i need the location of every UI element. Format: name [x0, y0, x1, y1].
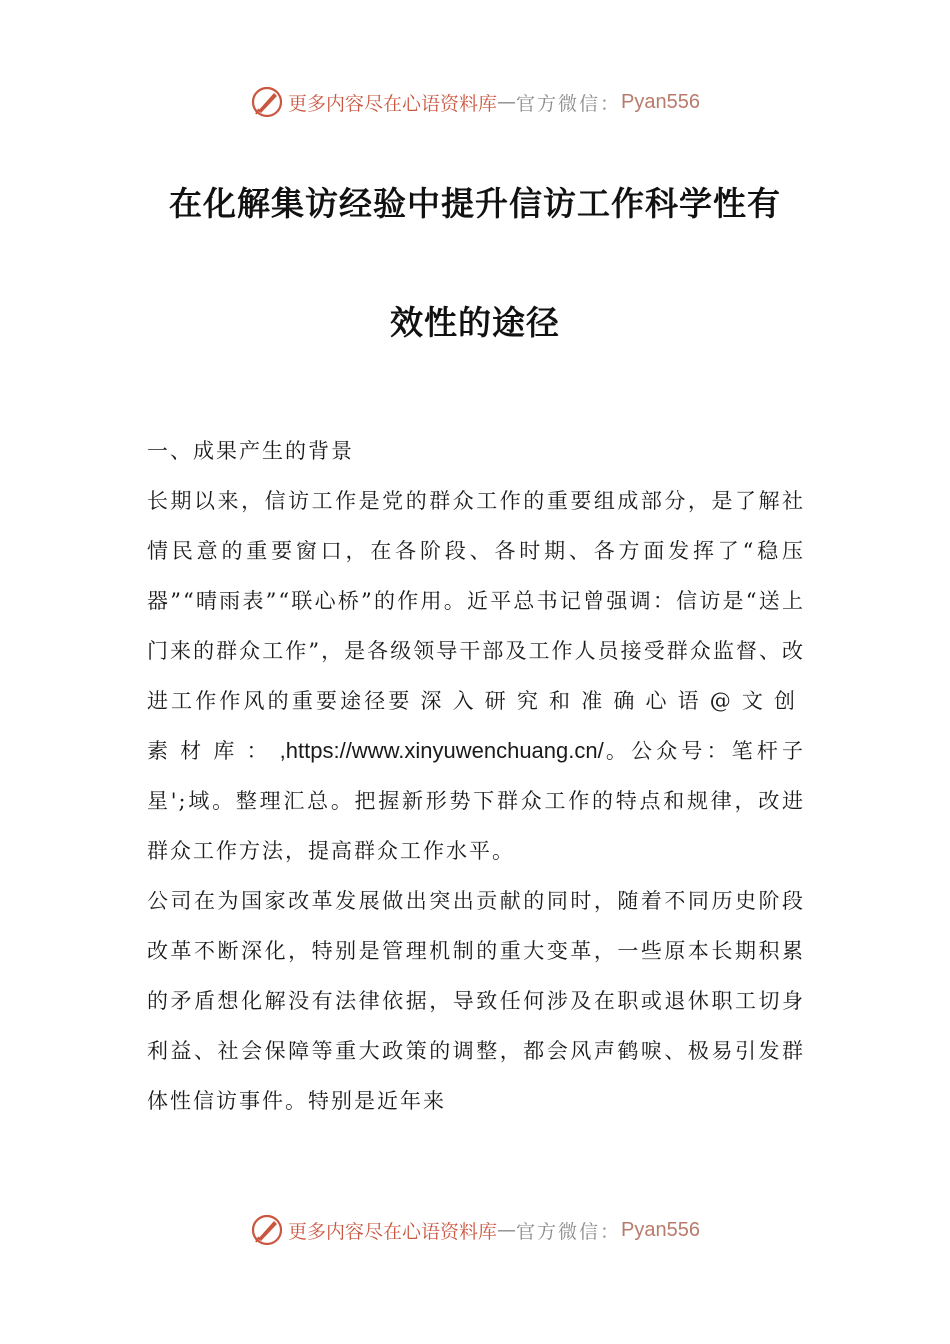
document-title-line1: 在化解集访经验中提升信访工作科学性有: [169, 184, 781, 223]
watermark-wechat-id: Pyan556: [621, 1218, 700, 1241]
quill-logo-icon: [250, 1213, 284, 1247]
watermark-slogan: 更多内容尽在心语资料库: [288, 1220, 498, 1243]
watermark-separator: —: [497, 1219, 517, 1241]
paragraph-2: 公司在为国家改革发展做出突出贡献的同时，随着不同历史阶段改革不断深化，特别是管理机制的重大变革，一些原本长期积累的矛盾想化解没有法律依据，导致任何涉及在职或退休职工切身利益、社会保障等重大政策的调整，都会风声鹤唳、极易引发群体性信访事件。特别是近年来: [147, 889, 805, 1113]
section-heading: 一、成果产生的背景: [147, 439, 354, 463]
paragraph-1: [147, 476, 805, 876]
document-title-line2: 效性的途径: [390, 303, 560, 342]
paragraph-1-url: ,https://www.xinyuwenchuang.cn/: [279, 738, 604, 763]
watermark-wechat-label: 官方微信：: [516, 92, 622, 115]
watermark-banner-top: [0, 82, 950, 122]
watermark-separator: —: [497, 91, 517, 113]
quill-logo-icon: [250, 85, 284, 119]
watermark-wechat-label: 官方微信：: [516, 1220, 622, 1243]
document-body: [147, 426, 805, 1126]
watermark-wechat-id: Pyan556: [621, 90, 700, 113]
watermark-slogan: 更多内容尽在心语资料库: [288, 92, 498, 115]
paragraph-1-text-c: 。公众号：笔杆子星';域。整理汇总。把握新形势下群众工作的特点和规律，改进群众工作方法，提高群众工作水平。: [147, 739, 806, 863]
paragraph-1-text-a: 长期以来，信访工作是党的群众工作的重要组成部分，是了解社情民意的重要窗口，在各阶段、各时期、各方面发挥了“稳压器”“晴雨表”“联心桥”的作用。近平总书记曾强调：信访是“送上门来的群众工作”，是各级领导干部及工作人员接受群众监督、改进工作作风的重要途径: [147, 489, 805, 713]
watermark-banner-bottom: [0, 1210, 950, 1250]
paragraph-1-text-b: 要深入研究和准确心语@文创素材库：: [147, 689, 806, 763]
